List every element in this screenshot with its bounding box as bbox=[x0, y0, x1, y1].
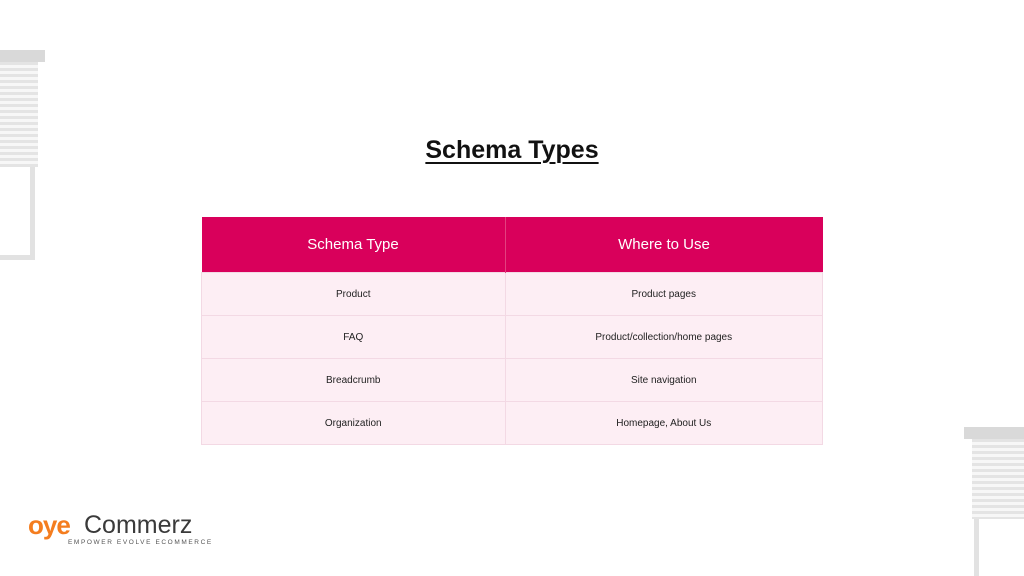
table-row bbox=[202, 402, 823, 445]
header-where-to-use: Where to Use bbox=[505, 217, 823, 273]
blind-cord bbox=[30, 167, 35, 260]
schema-table bbox=[201, 217, 823, 445]
page-title: Schema Types bbox=[425, 136, 599, 164]
blind-cord bbox=[974, 519, 979, 576]
logo-brand-oye: oye bbox=[28, 510, 70, 540]
table-row bbox=[202, 273, 823, 316]
oyecommerz-logo bbox=[28, 510, 213, 550]
cell-where-to-use: Site navigation bbox=[505, 359, 823, 402]
cell-schema-type: Product bbox=[202, 273, 506, 316]
table-header-row bbox=[202, 217, 823, 273]
logo-brand-commerz: Commerz bbox=[84, 511, 193, 539]
table-row bbox=[202, 359, 823, 402]
cell-where-to-use: Product pages bbox=[505, 273, 823, 316]
decorative-blind-right bbox=[964, 427, 1024, 576]
logo-tagline: EMPOWER EVOLVE ECOMMERCE bbox=[68, 539, 213, 546]
cell-schema-type: FAQ bbox=[202, 316, 506, 359]
cell-schema-type: Breadcrumb bbox=[202, 359, 506, 402]
cell-schema-type: Organization bbox=[202, 402, 506, 445]
cell-where-to-use: Product/collection/home pages bbox=[505, 316, 823, 359]
blind-slats bbox=[972, 439, 1024, 519]
blind-bottom bbox=[0, 255, 35, 260]
header-schema-type: Schema Type bbox=[202, 217, 506, 273]
blind-rail bbox=[964, 427, 1024, 439]
table-row bbox=[202, 316, 823, 359]
blind-rail bbox=[0, 50, 45, 62]
cell-where-to-use: Homepage, About Us bbox=[505, 402, 823, 445]
